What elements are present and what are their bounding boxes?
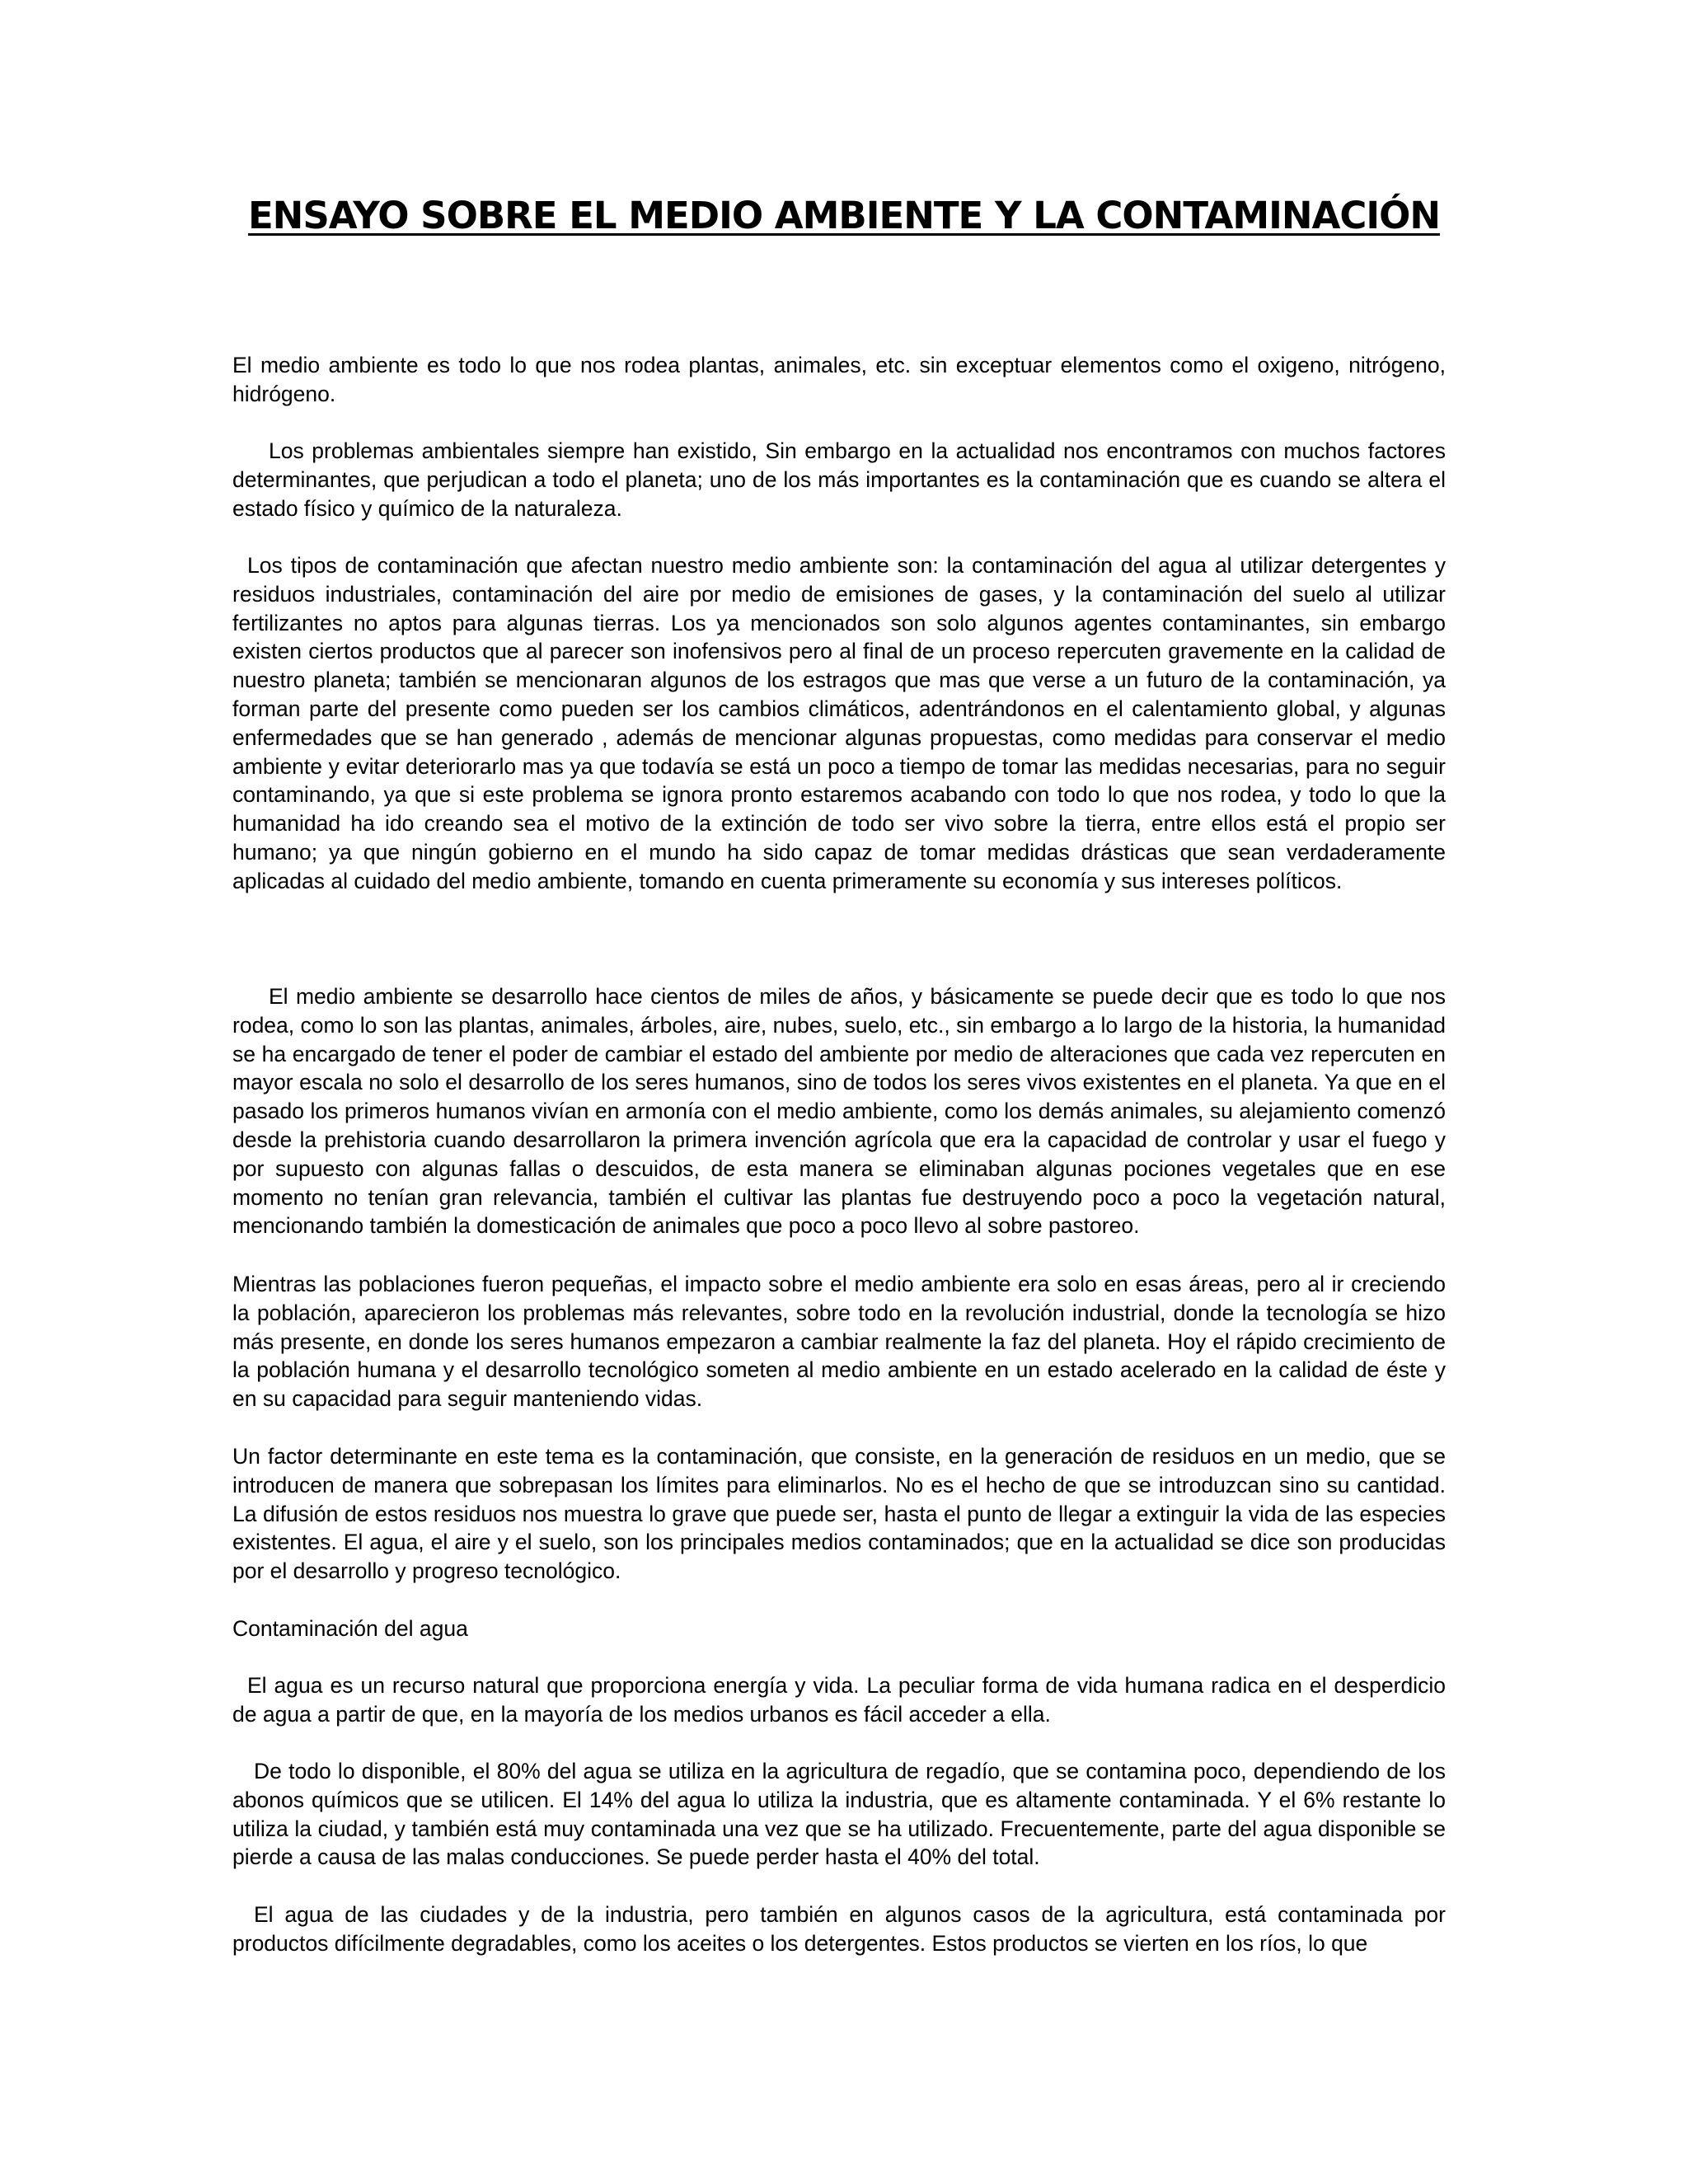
section-heading: Contaminación del agua <box>232 1616 468 1641</box>
paragraph-water-usage: De todo lo disponible, el 80% del agua se utiliza en la agricultura de regadío, que se contamina poco, dependiendo de los abonos químicos que se utilicen. El 14% del agua lo utiliza la industria, que es altamente contaminada. Y el 6% restante lo utiliza la ciudad, y también está muy contaminada una vez que se ha utilizado. Frecuentemente, parte del agua disponible se pierde a causa de las malas conducciones. Se puede perder hasta el 40% del total. <box>232 1759 1446 1870</box>
paragraph-water-resource: El agua es un recurso natural que proporciona energía y vida. La peculiar forma de vida humana radica en el desperdicio de agua a partir de que, en la mayoría de los medios urbanos es fácil acceder a ella. <box>232 1673 1446 1727</box>
paragraph-water-cities: El agua de las ciudades y de la industria, pero también en algunos casos de la agricultura, está contaminada por productos difícilmente degradables, como los aceites o los detergentes. Estos productos se vierten en los ríos, lo que <box>232 1902 1446 1956</box>
paragraph-intro: El medio ambiente es todo lo que nos rodea plantas, animales, etc. sin exceptuar elementos como el oxigeno, nitrógeno, hidrógeno. <box>232 353 1446 406</box>
paragraph-problems: Los problemas ambientales siempre han existido, Sin embargo en la actualidad nos encontramos con muchos factores determinantes, que perjudican a todo el planeta; uno de los más importantes es la contaminación que es cuando se altera el estado físico y químico de la naturaleza. <box>232 438 1446 521</box>
paragraph-factor: Un factor determinante en este tema es la contaminación, que consiste, en la generación de residuos en un medio, que se introducen de manera que sobrepasan los límites para eliminarlos. No es el hecho de que se introduzcan sino su cantidad. La difusión de estos residuos nos muestra lo grave que puede ser, hasta el punto de llegar a extinguir la vida de las especies existentes. El agua, el aire y el suelo, son los principales medios contaminados; que en la actualidad se dice son producidas por el desarrollo y progreso tecnológico. <box>232 1444 1446 1584</box>
paragraph-history: El medio ambiente se desarrollo hace cientos de miles de años, y básicamente se puede decir que es todo lo que nos rodea, como lo son las plantas, animales, árboles, aire, nubes, suelo, etc., sin embargo a lo largo de la historia, la humanidad se ha encargado de tener el poder de cambiar el estado del ambiente por medio de alteraciones que cada vez repercuten en mayor escala no solo el desarrollo de los seres humanos, sino de todos los seres vivos existentes en el planeta. Ya que en el pasado los primeros humanos vivían en armonía con el medio ambiente, como los demás animales, su alejamiento comenzó desde la prehistoria cuando desarrollaron la primera invención agrícola que era la capacidad de controlar y usar el fuego y por supuesto con algunas fallas o descuidos, de esta manera se eliminaban algunas pociones vegetales que en ese momento no tenían gran relevancia, también el cultivar las plantas fue destruyendo poco a poco la vegetación natural, mencionando también la domesticación de animales que poco a poco llevo al sobre pastoreo. <box>232 984 1446 1239</box>
document-title-text: ENSAYO SOBRE EL MEDIO AMBIENTE Y LA CONTAMINACIÓN <box>247 194 1441 237</box>
paragraph-types: Los tipos de contaminación que afectan nuestro medio ambiente son: la contaminación del agua al utilizar detergentes y residuos industriales, contaminación del aire por medio de emisiones de gases, y la contaminación del suelo al utilizar fertilizantes no aptos para algunas tierras. Los ya mencionados son solo algunos agentes contaminantes, sin embargo existen ciertos productos que al parecer son inofensivos pero al final de un proceso repercuten gravemente en la calidad de nuestro planeta; también se mencionaran algunos de los estragos que mas que verse a un futuro de la contaminación, ya forman parte del presente como pueden ser los cambios climáticos, adentrándonos en el calentamiento global, y algunas enfermedades que se han generado , además de mencionar algunas propuestas, como medidas para conservar el medio ambiente y evitar deteriorarlo mas ya que todavía se está un poco a tiempo de tomar las medidas necesarias, para no seguir contaminando, ya que si este problema se ignora pronto estaremos acabando con todo lo que nos rodea, y todo lo que la humanidad ha ido creando sea el motivo de la extinción de todo ser vivo sobre la tierra, entre ellos está el propio ser humano; ya que ningún gobierno en el mundo ha sido capaz de tomar medidas drásticas que sean verdaderamente aplicadas al cuidado del medio ambiente, tomando en cuenta primeramente su economía y sus intereses políticos. <box>232 553 1446 893</box>
paragraph-populations: Mientras las poblaciones fueron pequeñas, el impacto sobre el medio ambiente era solo en esas áreas, pero al ir creciendo la población, aparecieron los problemas más relevantes, sobre todo en la revolución industrial, donde la tecnología se hizo más presente, en donde los seres humanos empezaron a cambiar realmente la faz del planeta. Hoy el rápido crecimiento de la población humana y el desarrollo tecnológico someten al medio ambiente en un estado acelerado en la calidad de éste y en su capacidad para seguir manteniendo vidas. <box>232 1272 1446 1412</box>
document-title <box>0 191 1688 241</box>
